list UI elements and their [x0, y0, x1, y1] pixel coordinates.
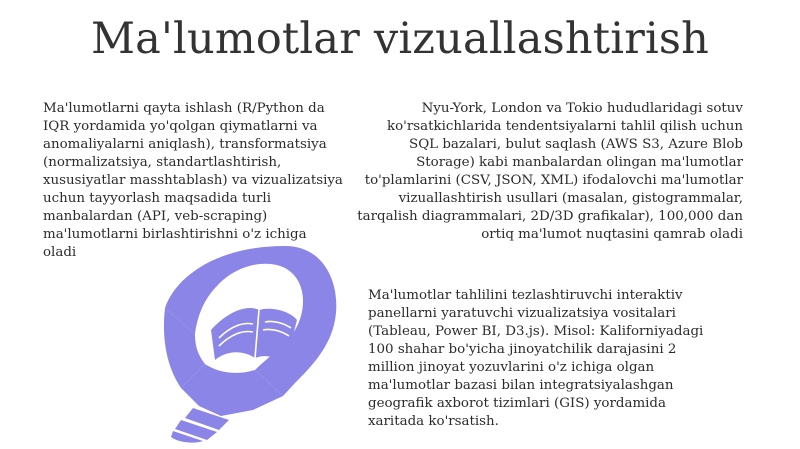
paragraph-visualization-tools: Ma'lumotlar tahlilini tezlashtiruvchi interaktiv panellarni yaratuvchi vizualizatsiya vositalari (Tableau, Power BI, D3.js). Misol: Kaliforniyadagi 100 shahar bo'yicha jinoyatchilik darajasini 2 million jinoyat yozuvlarini o'z ichiga olgan ma'lumotlar bazasi bilan integratsiyalashgan geografik axborot tizimlari (GIS) yordamida xaritada ko'rsatish. [368, 288, 704, 429]
lightbulb-book-icon [135, 238, 345, 444]
page-title: Ma'lumotlar vizuallashtirish [90, 14, 710, 64]
paragraph-visualization-methods: Nyu-York, London va Tokio hududlaridagi sotuv ko'rsatkichlarida tendentsiyalarni tahlil qilish uchun SQL bazalari, bulut saqlash (AWS S3, Azure Blob Storage) kabi manbalardan olingan ma'lumotlar to'plamlarini (CSV, JSON, XML) ifodalovchi ma'lumotlar vizuallashtirish usullari (masalan, gistogrammalar, tarqalish diagrammalari, 2D/3D grafikalar), 100,000 dan ortiq ma'lumot nuqtasini qamrab oladi [357, 101, 743, 242]
paragraph-data-processing: Ma'lumotlarni qayta ishlash (R/Python da IQR yordamida yo'qolgan qiymatlarni va anomaliyalarni aniqlash), transformatsiya (normalizatsiya, standartlashtirish, xususiyatlar masshtablash) va vizualizatsiya uchun tayyorlash maqsadida turli manbalardan (API, veb-scraping) ma'lumotlarni birlashtirishni o'z ichiga oladi [43, 101, 343, 260]
